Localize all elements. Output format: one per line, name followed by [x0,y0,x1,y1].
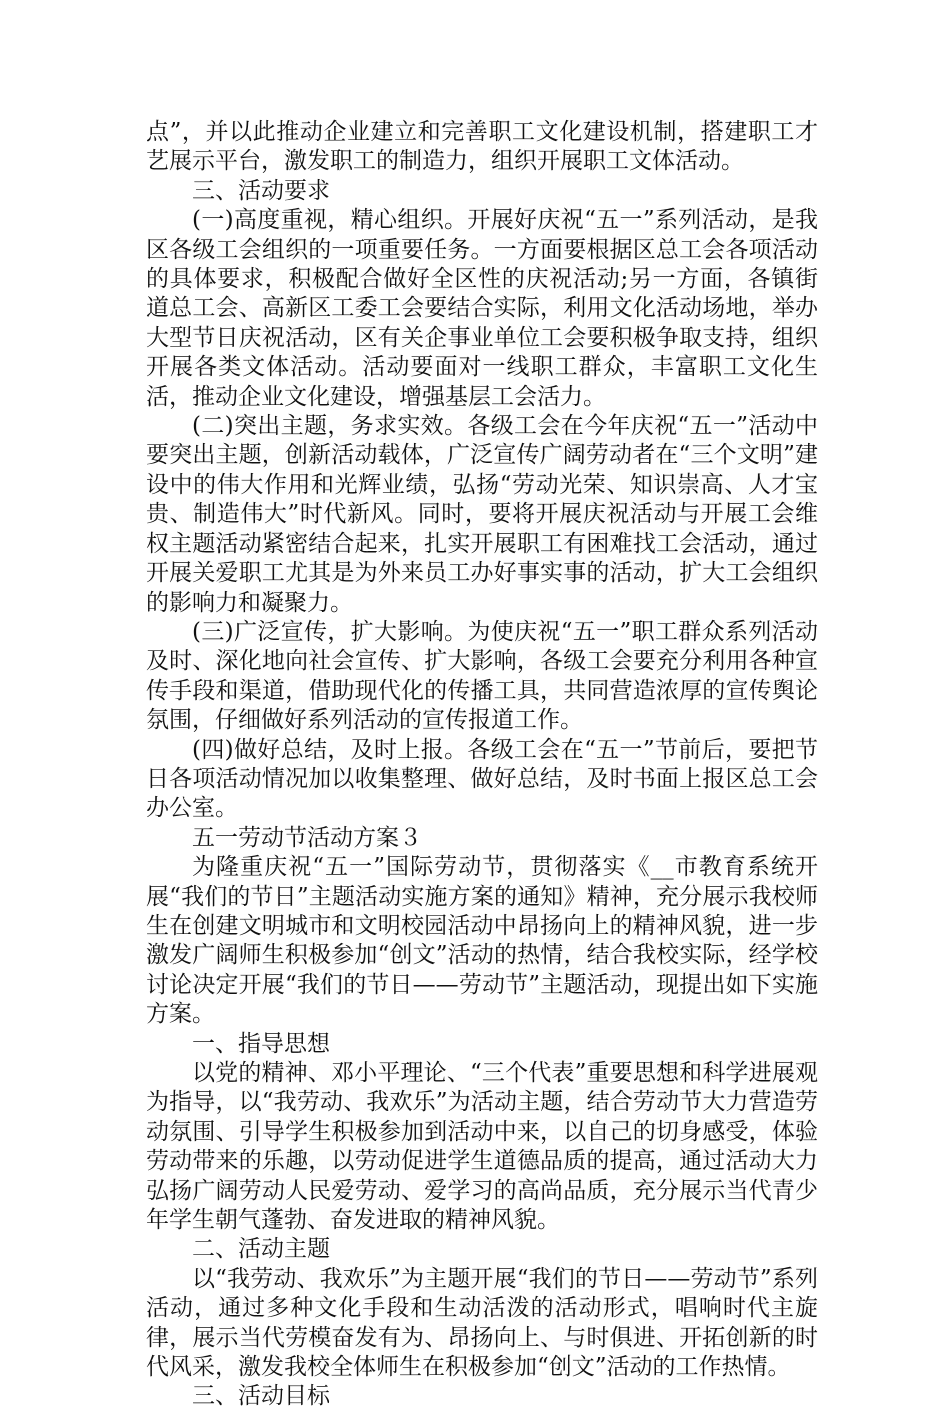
document-page [146,118,818,1412]
paragraph-requirement-1: (一)高度重视，精心组织。开展好庆祝“五一”系列活动，是我区各级工会组织的一项重要任务。一方面要根据区总工会各项活动的具体要求，积极配合做好全区性的庆祝活动;另一方面，各镇街道总工会、高新区工委工会要结合实际，利用文化活动场地，举办大型节日庆祝活动，区有关企事业单位工会要积极争取支持，组织开展各类文体活动。活动要面对一线职工群众，丰富职工文化生活，推动企业文化建设，增强基层工会活力。 [146,207,818,410]
paragraph-theme: 以“我劳动、我欢乐”为主题开展“我们的节日——劳动节”系列活动，通过多种文化手段和生动活泼的活动形式，唱响时代主旋律，展示当代劳模奋发有为、昂扬向上、与时俱进、开拓创新的时代风采，激发我校全体师生在积极参加“创文”活动的工作热情。 [146,1265,818,1381]
paragraph-requirement-4: (四)做好总结，及时上报。各级工会在“五一”节前后，要把节日各项活动情况加以收集整理、做好总结，及时书面上报区总工会办公室。 [146,736,818,822]
section-heading-requirements: 三、活动要求 [192,177,330,204]
section-heading-goals: 三、活动目标 [192,1383,330,1410]
paragraph-requirement-2: (二)突出主题，务求实效。各级工会在今年庆祝“五一”活动中要突出主题，创新活动载体，广泛宣传广阔劳动者在“三个文明”建设中的伟大作用和光辉业绩，弘扬“劳动光荣、知识崇高、人才宝贵、制造伟大”时代新风。同时，要将开展庆祝活动与开展工会维权主题活动紧密结合起来，扎实开展职工有困难找工会活动，通过开展关爱职工尤其是为外来员工办好事实事的活动，扩大工会组织的影响力和凝聚力。 [146,413,818,616]
paragraph-continued: 点”，并以此推动企业建立和完善职工文化建设机制，搭建职工才艺展示平台，激发职工的制造力，组织开展职工文体活动。 [146,119,818,175]
section-heading-theme: 二、活动主题 [192,1236,330,1263]
section-heading-guiding-thought: 一、指导思想 [192,1030,330,1057]
plan-title: 五一劳动节活动方案３ [192,824,422,851]
paragraph-guiding-thought: 以党的精神、邓小平理论、“三个代表”重要思想和科学进展观为指导，以“我劳动、我欢乐”为活动主题，结合劳动节大力营造劳动氛围、引导学生积极参加到活动中来，以自己的切身感受，体验劳动带来的乐趣，以劳动促进学生道德品质的提高，通过活动大力弘扬广阔劳动人民爱劳动、爱学习的高尚品质，充分展示当代青少年学生朝气蓬勃、奋发进取的精神风貌。 [146,1060,818,1234]
paragraph-requirement-3: (三)广泛宣传，扩大影响。为使庆祝“五一”职工群众系列活动及时、深化地向社会宣传、扩大影响，各级工会要充分利用各种宣传手段和渠道，借助现代化的传播工具，共同营造浓厚的宣传舆论氛围，仔细做好系列活动的宣传报道工作。 [146,618,818,734]
paragraph-plan-intro: 为隆重庆祝“五一”国际劳动节，贯彻落实《__市教育系统开展“我们的节日”主题活动实施方案的通知》精神，充分展示我校师生在创建文明城市和文明校园活动中昂扬向上的精神风貌，进一步激发广阔师生积极参加“创文”活动的热情，结合我校实际，经学校讨论决定开展“我们的节日——劳动节”主题活动，现提出如下实施方案。 [146,854,818,1028]
